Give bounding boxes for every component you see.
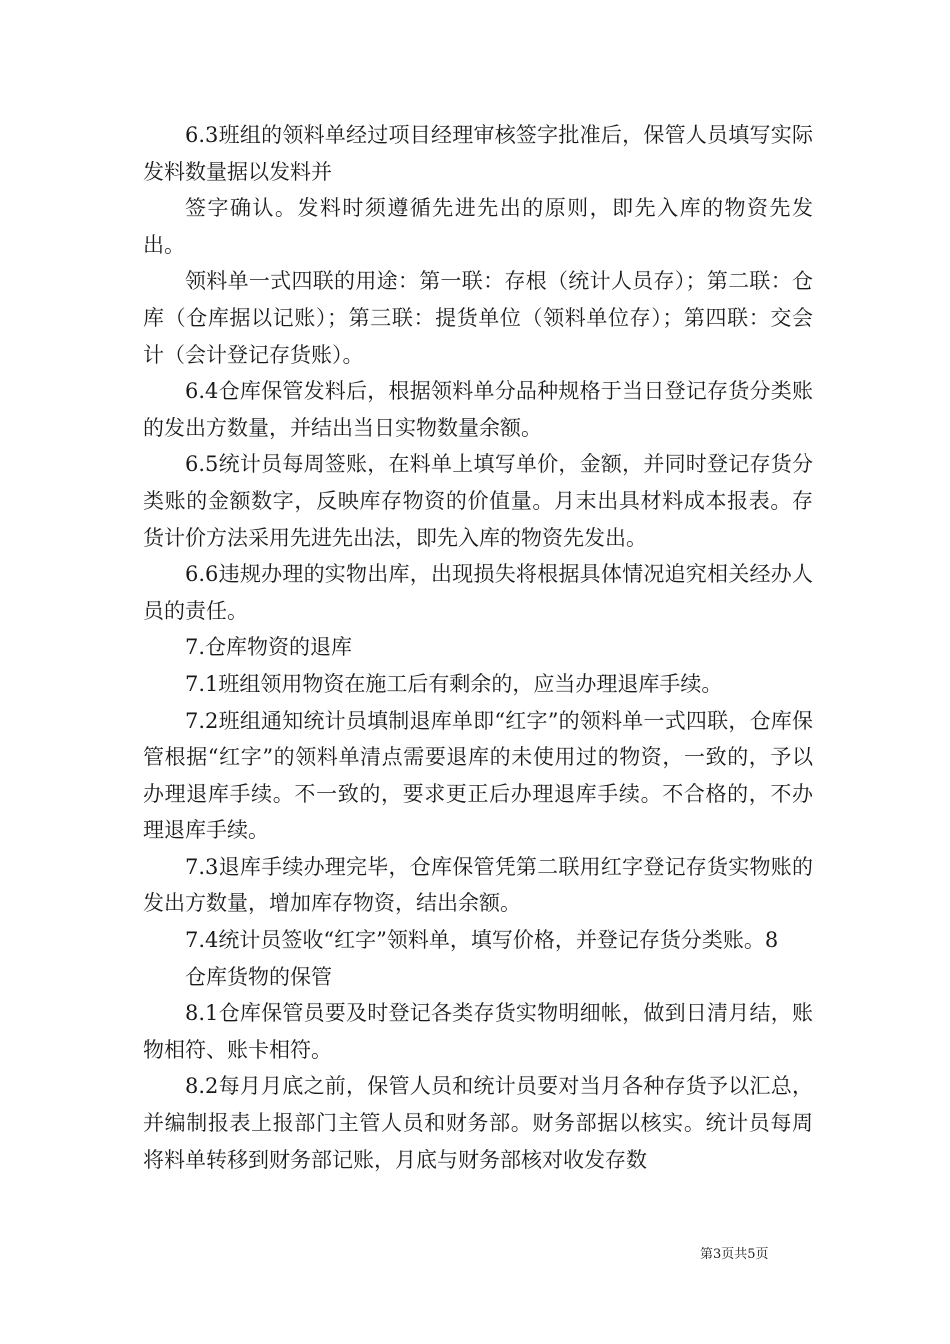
paragraph: 领料单一式四联的用途：第一联：存根（统计人员存）；第二联：仓库（仓库据以记账）；第三联：提货单位（领料单位存）；第四联：交会计（会计登记存货账）。 <box>143 269 813 367</box>
section-heading: 仓库货物的保管 <box>185 964 332 989</box>
paragraph: 6.6违规办理的实物出库，出现损失将根据具体情况追究相关经办人员的责任。 <box>143 562 813 623</box>
paragraph: 6.4仓库保管发料后，根据领料单分品种规格于当日登记存货分类账的发出方数量，并结出当日实物数量余额。 <box>143 379 813 440</box>
paragraph: 7.1班组领用物资在施工后有剩余的，应当办理退库手续。 <box>185 671 723 696</box>
paragraph: 7.3退库手续办理完毕，仓库保管凭第二联用红字登记存货实物账的发出方数量，增加库存物资，结出余额。 <box>143 854 813 916</box>
paragraph: 7.2班组通知统计员填制退库单即“红字”的领料单一式四联，仓库保管根据“红字”的领料单清点需要退库的未使用过的物资，一致的，予以办理退库手续。不一致的，要求更正后办理退库手续。不合格的，不办理退库手续。 <box>143 708 813 843</box>
paragraph: 8.2每月月底之前，保管人员和统计员要对当月各种存货予以汇总，并编制报表上报部门主管人员和财务部。财务部据以核实。统计员每周将料单转移到财务部记账，月底与财务部核对收发存数 <box>143 1074 813 1172</box>
paragraph: 8.1仓库保管员要及时登记各类存货实物明细帐，做到日清月结，账物相符、账卡相符。 <box>143 1001 813 1062</box>
paragraph: 6.5统计员每周签账，在料单上填写单价，金额，并同时登记存货分类账的金额数字，反映库存物资的价值量。月末出具材料成本报表。存货计价方法采用先进先出法，即先入库的物资先发出。 <box>143 452 813 550</box>
paragraph: 签字确认。发料时须遵循先进先出的原则，即先入库的物资先发出。 <box>143 196 813 257</box>
page-number: 第3页共5页 <box>700 1247 769 1262</box>
paragraph: 6.3班组的领料单经过项目经理审核签字批准后，保管人员填写实际发料数量据以发料并 <box>143 123 813 184</box>
document-body <box>143 117 813 1178</box>
paragraph: 7.4统计员签收“红字”领料单，填写价格，并登记存货分类账。8 <box>185 928 779 953</box>
section-heading: 7.仓库物资的退库 <box>185 635 353 660</box>
